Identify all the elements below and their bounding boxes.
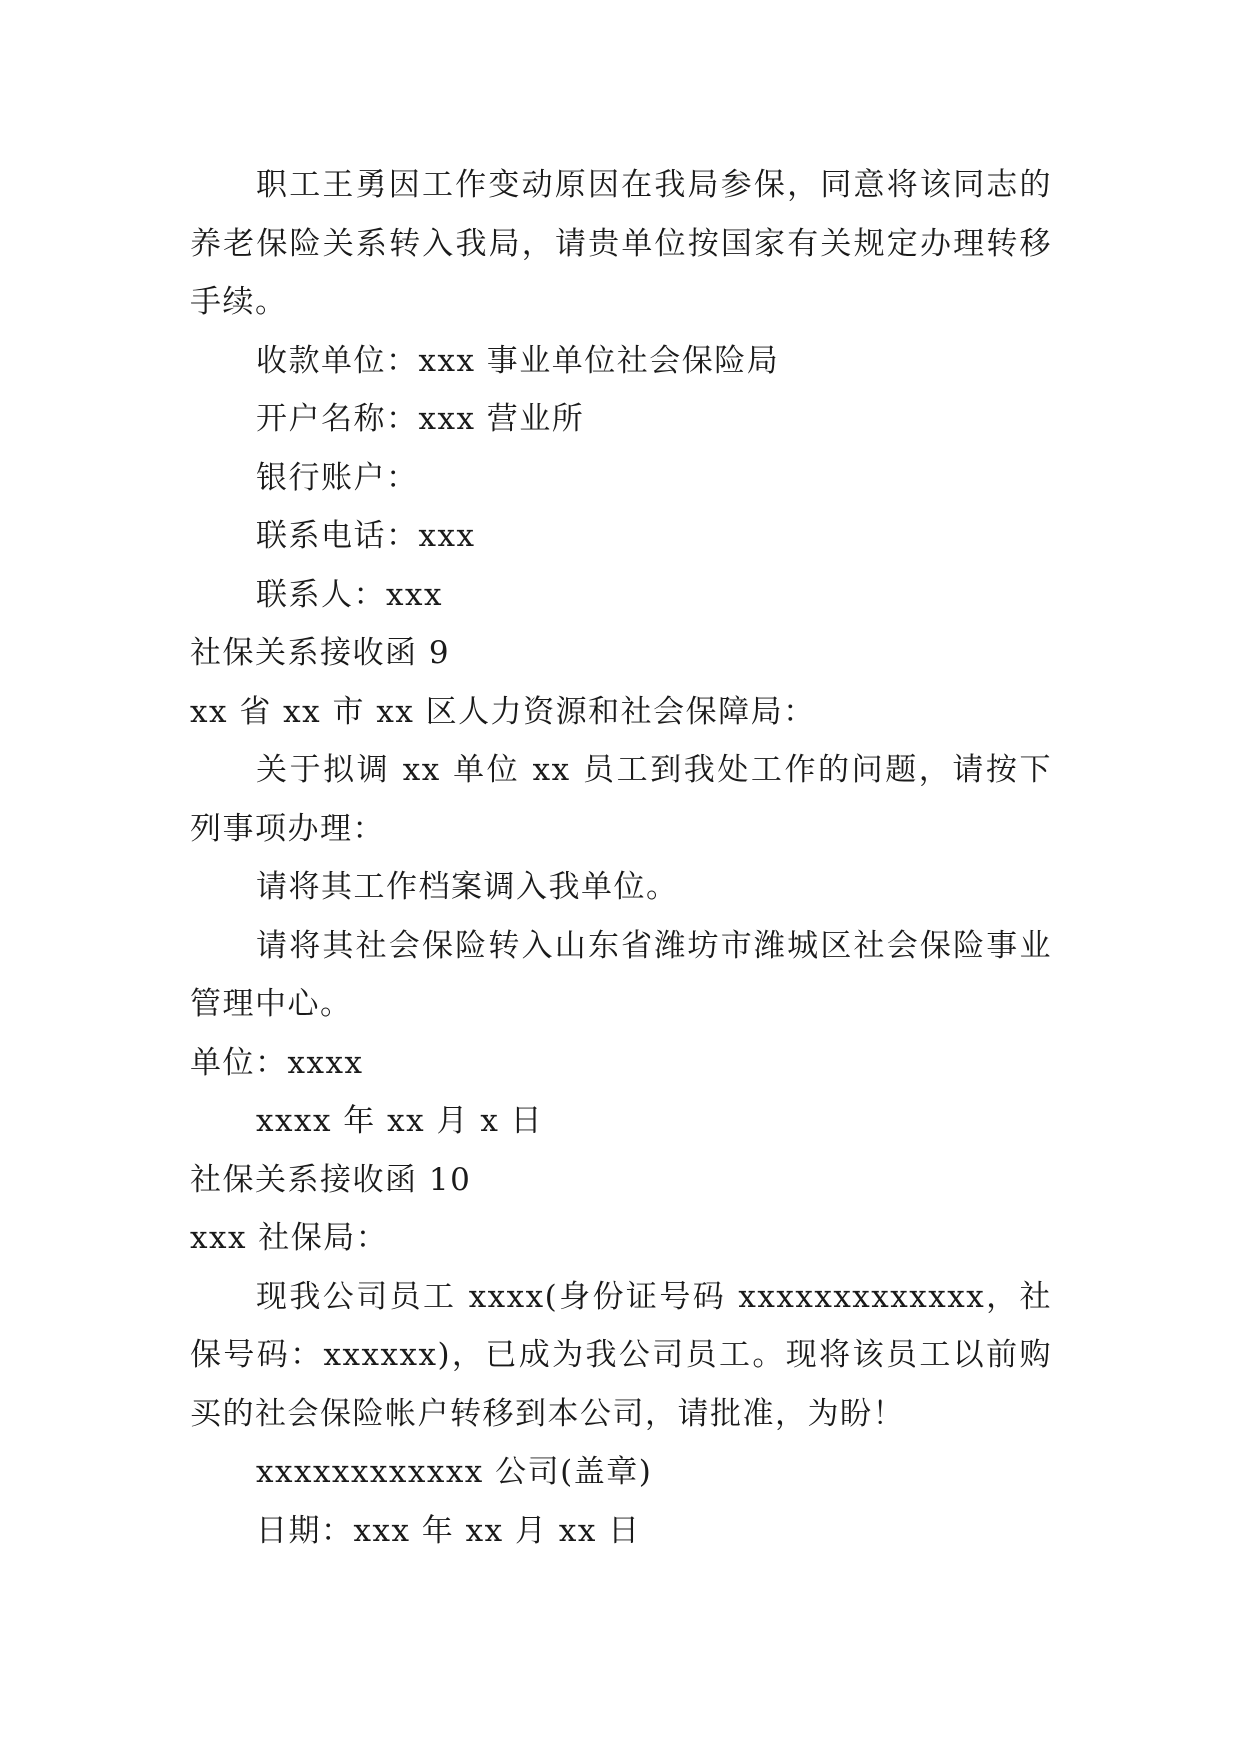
letter-10-heading: 社保关系接收函 10 — [190, 1161, 472, 1198]
letter-9-paragraph-1: 关于拟调 xx 单位 xx 员工到我处工作的问题，请按下列事项办理： — [190, 752, 1052, 847]
transfer-paragraph: 职工王勇因工作变动原因在我局参保，同意将该同志的养老保险关系转入我局，请贵单位按国家有关规定办理转移手续。 — [190, 167, 1052, 320]
letter-9-paragraph-3: 请将其社会保险转入山东省潍坊市潍城区社会保险事业管理中心。 — [190, 927, 1052, 1022]
contact-line: 联系人：xxx — [256, 576, 443, 613]
letter-9-addressee: xx 省 xx 市 xx 区人力资源和社会保障局： — [190, 693, 816, 730]
letter-10-paragraph: 现我公司员工 xxxx(身份证号码 xxxxxxxxxxxxx，社保号码：xxxxxx)，已成为我公司员工。现将该员工以前购买的社会保险帐户转移到本公司，请批准，为盼！ — [190, 1278, 1052, 1432]
bank-account-line: 银行账户： — [256, 459, 419, 496]
phone-line: 联系电话：xxx — [256, 518, 476, 554]
letter-10-addressee: xxx 社保局： — [190, 1220, 389, 1256]
payee-line: 收款单位：xxx 事业单位社会保险局 — [256, 342, 780, 379]
document-body — [190, 156, 1052, 1560]
letter-9-paragraph-2: 请将其工作档案调入我单位。 — [256, 869, 679, 905]
letter-10-date: 日期：xxx 年 xx 月 xx 日 — [256, 1512, 641, 1549]
letter-10-company: xxxxxxxxxxxx 公司(盖章) — [256, 1454, 653, 1490]
letter-9-unit: 单位：xxxx — [190, 1044, 364, 1081]
account-name-line: 开户名称：xxx 营业所 — [256, 401, 585, 437]
letter-9-date: xxxx 年 xx 月 x 日 — [256, 1103, 544, 1139]
letter-9-heading: 社保关系接收函 9 — [190, 635, 451, 671]
